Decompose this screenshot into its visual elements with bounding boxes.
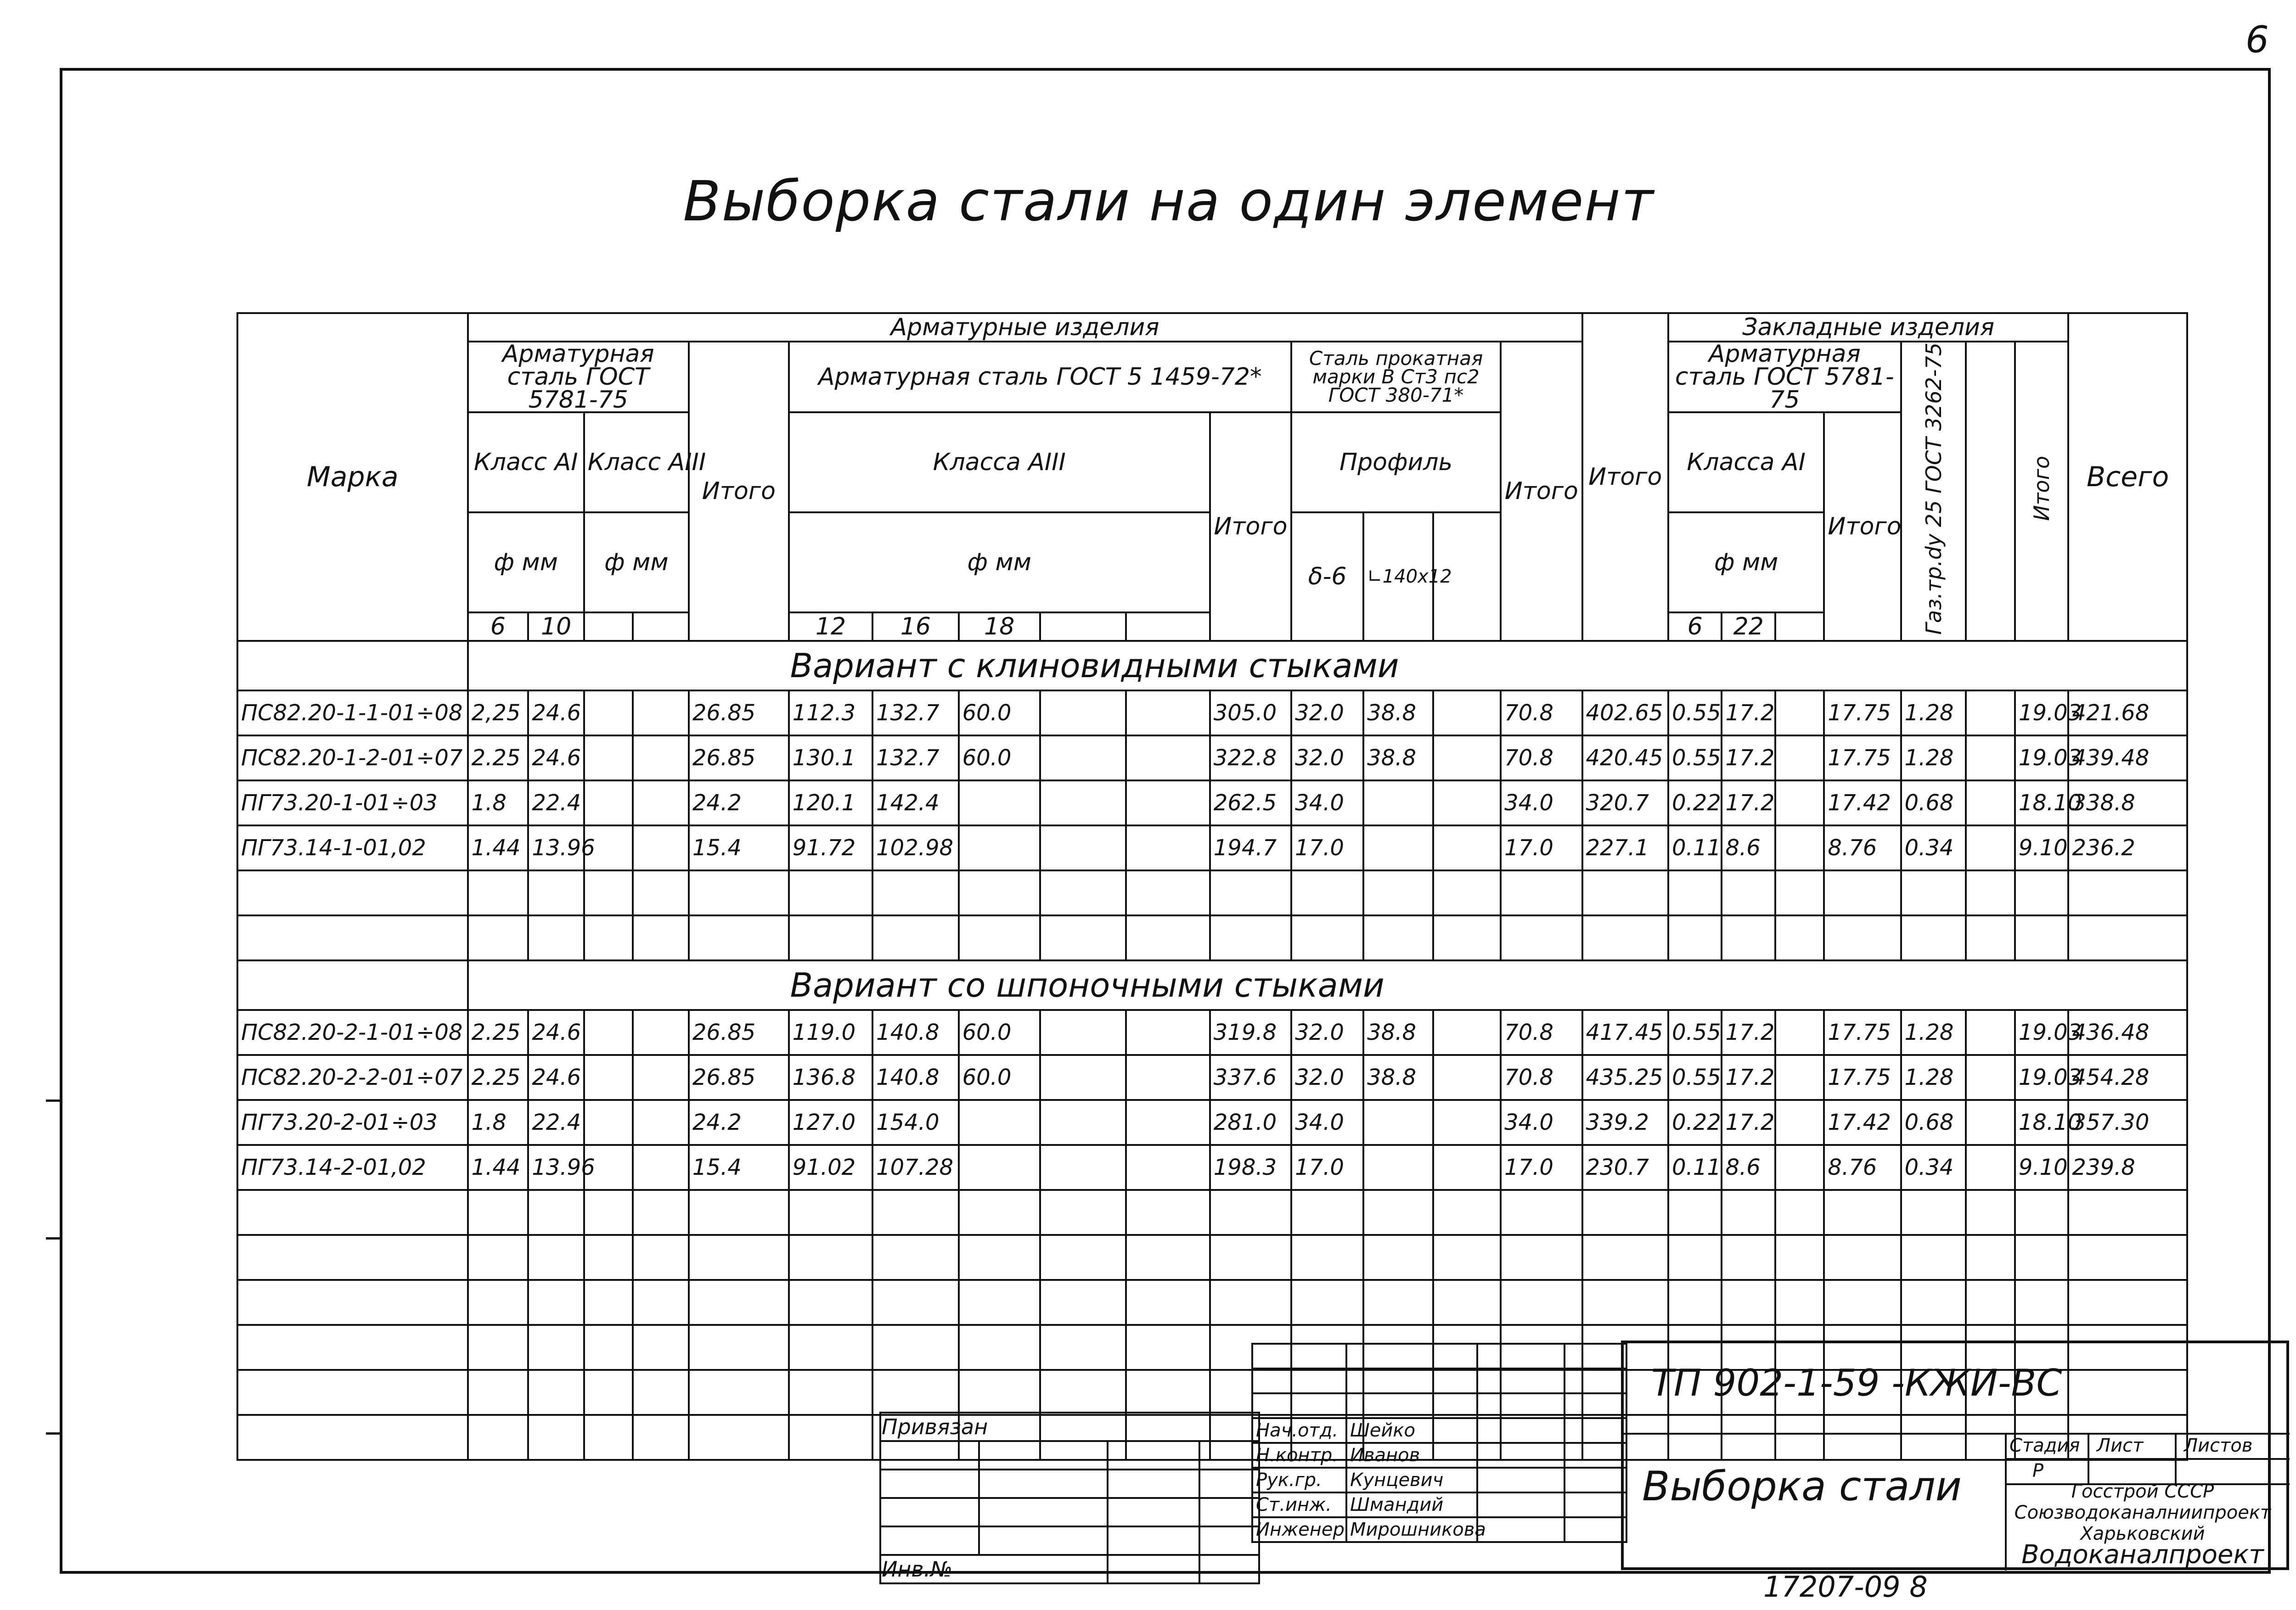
col-itogo-2: Итого [1210,412,1291,641]
cell-value: 1.8 [468,1100,529,1145]
cell-value: 1.44 [468,825,529,870]
cell-value [584,690,633,735]
page-title: Выборка стали на один элемент [683,170,1654,234]
cell-value [633,1010,689,1055]
cell-value: 17.75 [1824,1010,1901,1055]
cell-value: 230.7 [1582,1145,1668,1190]
h-d6: 6 [468,612,529,641]
person-name: Мирошникова [1346,1517,1477,1542]
cell-value: 38.8 [1363,690,1433,735]
group-armatura: Арматурные изделия [468,313,1582,342]
cell-value: 32.0 [1291,735,1363,780]
row-mark: ПС82.20-2-2-01÷07 [237,1055,468,1100]
stage-value: Р [2032,1460,2044,1481]
variant-1-rows [237,690,2187,870]
cell-value: 2,25 [468,690,529,735]
col-itogo-zaklad: Итого [2015,342,2069,641]
row-mark: ПГ73.14-2-01,02 [237,1145,468,1190]
cell-value [1040,1010,1126,1055]
cell-value [1040,1100,1126,1145]
cell-value: 0.68 [1901,1100,1966,1145]
cell-value [1433,1010,1501,1055]
empty-row [237,915,2187,960]
person-name: Шмандий [1346,1492,1477,1517]
cell-value [959,1145,1040,1190]
cell-value: 140.8 [872,1010,958,1055]
h-d10: 10 [528,612,584,641]
cell-value: 17.2 [1722,1055,1775,1100]
cell-value: 420.45 [1582,735,1668,780]
cell-value [1126,780,1210,825]
cell-value [1433,1055,1501,1100]
h-d18: 18 [959,612,1040,641]
cell-value [1775,1010,1824,1055]
cell-value [1126,1100,1210,1145]
table-row [237,1100,2187,1145]
cell-value [1775,1100,1824,1145]
cell-value: 227.1 [1582,825,1668,870]
cell-value: 0.22 [1668,1100,1722,1145]
cell-value: 281.0 [1210,1100,1291,1145]
listov-label: Листов [2184,1435,2253,1456]
cell-value: 24.6 [528,690,584,735]
empty-row [237,870,2187,915]
row-mark: ПГ73.20-2-01÷03 [237,1100,468,1145]
cell-value [1126,1010,1210,1055]
cell-value: 22.4 [528,1100,584,1145]
cell-value: 236.2 [2068,825,2187,870]
table-row [237,690,2187,735]
page-number: 6 [2245,18,2269,61]
col-itogo-prokat: Итого [1501,342,1582,641]
cell-value [633,780,689,825]
cell-value: 338.8 [2068,780,2187,825]
cell-value [584,735,633,780]
cell-value: 454.28 [2068,1055,2187,1100]
cell-value [1966,690,2015,735]
cell-value: 127.0 [789,1100,872,1145]
cell-value [1966,1055,2015,1100]
cell-value: 17.0 [1501,825,1582,870]
cell-value: 2.25 [468,735,529,780]
cell-value [1040,1055,1126,1100]
cell-value: 9.10 [2015,1145,2069,1190]
cell-value: 436.48 [2068,1010,2187,1055]
blank-rows-1 [237,870,2187,960]
row-mark: ПС82.20-1-1-01÷08 [237,690,468,735]
cell-value: 17.75 [1824,1055,1901,1100]
cell-value [1966,1100,2015,1145]
h-z-class: Класса АI [1668,412,1824,512]
cell-value: 130.1 [789,735,872,780]
cell-value: 305.0 [1210,690,1291,735]
cell-value [1126,1145,1210,1190]
signature-row [1252,1443,1626,1468]
cell-value: 337.6 [1210,1055,1291,1100]
cell-value: 38.8 [1363,1010,1433,1055]
cell-value [1126,690,1210,735]
cell-value [1126,1055,1210,1100]
cell-value: 0.55 [1668,690,1722,735]
cell-value: 1.28 [1901,735,1966,780]
inv-label: Инв.№ [880,1555,1108,1583]
cell-value: 0.34 [1901,825,1966,870]
cell-value: 8.6 [1722,1145,1775,1190]
title-block [1621,1341,2289,1570]
signature-cell [1477,1517,1564,1542]
cell-value: 102.98 [872,825,958,870]
variant-2-row [237,960,2187,1010]
cell-value [1775,1055,1824,1100]
cell-value: 60.0 [959,690,1040,735]
cell-value: 0.34 [1901,1145,1966,1190]
cell-value [633,1055,689,1100]
cell-value: 402.65 [1582,690,1668,735]
cell-value: 339.2 [1582,1100,1668,1145]
cell-value: 9.10 [2015,825,2069,870]
cell-value [1040,825,1126,870]
steel-table [236,312,2188,1461]
cell-value: 120.1 [789,780,872,825]
signature-cell [1477,1443,1564,1468]
cell-value: 70.8 [1501,1010,1582,1055]
cell-value [1433,825,1501,870]
cell-value: 0.55 [1668,1055,1722,1100]
cell-value: 0.55 [1668,735,1722,780]
cell-value: 17.75 [1824,690,1901,735]
list-label: Лист [2097,1435,2144,1456]
variant-1-title: Вариант с клиновидными стыками [468,641,2187,690]
col-marka: Марка [237,313,468,641]
role-label: Ст.инж. [1252,1492,1346,1517]
cell-value [1433,690,1501,735]
signature-cell [1477,1468,1564,1492]
cell-value [1363,825,1433,870]
cell-value: 34.0 [1501,780,1582,825]
signature-cell [1477,1492,1564,1517]
h-z6: 6 [1668,612,1722,641]
cell-value: 194.7 [1210,825,1291,870]
cell-value: 34.0 [1501,1100,1582,1145]
cell-value: 26.85 [689,1010,789,1055]
cell-value: 19.03 [2015,1055,2069,1100]
cell-value [1040,1145,1126,1190]
h-arm-stal-2: Арматурная сталь ГОСТ 5 1459-72* [789,342,1291,412]
cell-value: 439.48 [2068,735,2187,780]
cell-value [584,1055,633,1100]
cell-value: 13.96 [528,825,584,870]
cell-value [584,1100,633,1145]
role-label: Рук.гр. [1252,1468,1346,1492]
col-itogo-z: Итого [1824,412,1901,641]
table-row [237,780,2187,825]
row-mark: ПС82.20-1-2-01÷07 [237,735,468,780]
h-arm-stal-1: Арматурная сталь ГОСТ 5781-75 [468,342,689,412]
cell-value: 91.72 [789,825,872,870]
col-vsego: Всего [2068,313,2187,641]
cell-value: 17.2 [1722,690,1775,735]
cell-value: 24.6 [528,1055,584,1100]
variant-2-title: Вариант со шпоночными стыками [468,960,2187,1010]
cell-value: 154.0 [872,1100,958,1145]
cell-value [1126,735,1210,780]
cell-value: 19.03 [2015,735,2069,780]
cell-value: 0.22 [1668,780,1722,825]
variant-1-row [237,641,2187,690]
cell-value: 17.75 [1824,735,1901,780]
signature-row [1252,1517,1626,1542]
cell-value: 17.2 [1722,1100,1775,1145]
cell-value [1040,780,1126,825]
cell-value: 17.0 [1291,1145,1363,1190]
cell-value [584,1010,633,1055]
h-z-empty [1966,342,2015,641]
cell-value: 22.4 [528,780,584,825]
empty-row [237,1190,2187,1235]
signature-cell [1477,1418,1564,1443]
col-itogo-arm: Итого [1582,313,1668,641]
h-z-arm: Арматурная сталь ГОСТ 5781-75 [1668,342,1901,412]
row-mark: ПС82.20-2-1-01÷08 [237,1010,468,1055]
cell-value: 319.8 [1210,1010,1291,1055]
person-name: Кунцевич [1346,1468,1477,1492]
cell-value: 140.8 [872,1055,958,1100]
cell-value: 0.11 [1668,825,1722,870]
h-class-a3-big: Класса АIII [789,412,1210,512]
cell-value: 15.4 [689,1145,789,1190]
cell-value [959,780,1040,825]
project-code: ТП 902-1-59 -КЖИ-ВС [1651,1362,2062,1404]
cell-value: 1.28 [1901,1010,1966,1055]
cell-value [584,780,633,825]
cell-value: 435.25 [1582,1055,1668,1100]
signature-table [1251,1343,1627,1543]
cell-value [1966,1010,2015,1055]
cell-value [1433,1145,1501,1190]
cell-value [1775,1145,1824,1190]
cell-value [1966,825,2015,870]
cell-value: 417.45 [1582,1010,1668,1055]
cell-value [959,1100,1040,1145]
cell-value: 32.0 [1291,1010,1363,1055]
empty-row [237,1235,2187,1280]
variant-2-rows [237,1010,2187,1190]
cell-value: 24.2 [689,780,789,825]
role-label: Инженер [1252,1517,1346,1542]
header-row-1 [237,313,2187,342]
h-angle: ∟140x12 [1363,512,1433,641]
cell-value [1040,690,1126,735]
cell-value: 91.02 [789,1145,872,1190]
cell-value: 26.85 [689,735,789,780]
table-row [237,1010,2187,1055]
table-row [237,735,2187,780]
signature-row [1252,1492,1626,1517]
cell-value: 24.2 [689,1100,789,1145]
cell-value: 15.4 [689,825,789,870]
role-label: Нач.отд. [1252,1418,1346,1443]
cell-value [1363,780,1433,825]
person-name: Иванов [1346,1443,1477,1468]
h-delta: δ-6 [1291,512,1363,641]
cell-value: 320.7 [1582,780,1668,825]
cell-value: 34.0 [1291,780,1363,825]
h-phi-2: ф мм [584,512,689,612]
cell-value [1775,825,1824,870]
table-row [237,1145,2187,1190]
sheet-title: Выборка стали [1642,1463,1962,1510]
cell-value [1775,780,1824,825]
cell-value: 17.0 [1291,825,1363,870]
h-d12: 12 [789,612,872,641]
signature-row [1252,1468,1626,1492]
cell-value [1775,735,1824,780]
cell-value [1126,825,1210,870]
cell-value [1966,735,2015,780]
cell-value: 60.0 [959,735,1040,780]
cell-value [633,825,689,870]
cell-value [1433,1100,1501,1145]
cell-value [633,1100,689,1145]
organization: Госстрой СССР Союзводоканалниипроект Харьковский Водоканалпроект [2014,1481,2271,1570]
h-class-a3: Класс АIII [584,412,689,512]
cell-value: 70.8 [1501,1055,1582,1100]
cell-value: 26.85 [689,690,789,735]
cell-value: 32.0 [1291,690,1363,735]
cell-value: 142.4 [872,780,958,825]
cell-value: 17.2 [1722,735,1775,780]
cell-value: 239.8 [2068,1145,2187,1190]
cell-value: 60.0 [959,1010,1040,1055]
cell-value: 136.8 [789,1055,872,1100]
cell-value: 1.8 [468,780,529,825]
cell-value: 17.42 [1824,1100,1901,1145]
cell-value: 26.85 [689,1055,789,1100]
cell-value: 24.6 [528,735,584,780]
cell-value: 262.5 [1210,780,1291,825]
cell-value: 357.30 [2068,1100,2187,1145]
cell-value: 8.76 [1824,825,1901,870]
cell-value: 421.68 [2068,690,2187,735]
cell-value: 70.8 [1501,735,1582,780]
cell-value: 1.28 [1901,1055,1966,1100]
cell-value: 112.3 [789,690,872,735]
cell-value: 0.55 [1668,1010,1722,1055]
h-d16: 16 [872,612,958,641]
h-phi-4: ф мм [1668,512,1824,612]
cell-value: 18.10 [2015,1100,2069,1145]
h-prokat: Сталь прокатная марки В Ст3 пс2 ГОСТ 380-71* [1291,342,1501,412]
cell-value [633,690,689,735]
empty-row [237,1280,2187,1325]
col-itogo-1: Итого [689,342,789,641]
cell-value: 32.0 [1291,1055,1363,1100]
h-profil: Профиль [1291,412,1501,512]
cell-value: 0.11 [1668,1145,1722,1190]
cell-value: 70.8 [1501,690,1582,735]
cell-value [1966,780,2015,825]
cell-value: 198.3 [1210,1145,1291,1190]
cell-value: 13.96 [528,1145,584,1190]
privyazan-label: Привязан [880,1413,1259,1441]
cell-value: 119.0 [789,1010,872,1055]
signature-row [1252,1418,1626,1443]
cell-value: 107.28 [872,1145,958,1190]
cell-value: 2.25 [468,1055,529,1100]
cell-value [959,825,1040,870]
cell-value: 17.0 [1501,1145,1582,1190]
cell-value: 19.03 [2015,690,2069,735]
h-z22: 22 [1722,612,1775,641]
cell-value [1433,735,1501,780]
cell-value [1040,735,1126,780]
binding-stamp [879,1412,1260,1584]
cell-value [1363,1145,1433,1190]
cell-value: 34.0 [1291,1100,1363,1145]
h-class-a1: Класс АI [468,412,584,512]
cell-value [1363,1100,1433,1145]
cell-value [633,1145,689,1190]
cell-value [1775,690,1824,735]
cell-value: 24.6 [528,1010,584,1055]
h-phi-3: ф мм [789,512,1210,612]
table-row [237,1055,2187,1100]
person-name: Шейко [1346,1418,1477,1443]
cell-value: 2.25 [468,1010,529,1055]
cell-value: 1.28 [1901,690,1966,735]
h-phi-1: ф мм [468,512,584,612]
h-gaz: Газ.тр.dy 25 ГОСТ 3262-75 [1901,342,1966,641]
role-label: Н.контр. [1252,1443,1346,1468]
cell-value: 19.03 [2015,1010,2069,1055]
stadiya-label: Стадия [2009,1435,2080,1456]
archive-number: 17207-09 8 [1763,1570,1928,1604]
header-row-class [237,412,2187,512]
group-zaklad: Закладные изделия [1668,313,2068,342]
cell-value: 17.42 [1824,780,1901,825]
cell-value: 132.7 [872,690,958,735]
cell-value: 38.8 [1363,1055,1433,1100]
cell-value [1433,780,1501,825]
cell-value: 18.10 [2015,780,2069,825]
cell-value: 17.2 [1722,780,1775,825]
signature-rows [1252,1418,1626,1542]
cell-value: 60.0 [959,1055,1040,1100]
cell-value: 132.7 [872,735,958,780]
cell-value: 8.76 [1824,1145,1901,1190]
cell-value: 8.6 [1722,825,1775,870]
cell-value: 322.8 [1210,735,1291,780]
cell-value: 38.8 [1363,735,1433,780]
table-row [237,825,2187,870]
row-mark: ПГ73.20-1-01÷03 [237,780,468,825]
cell-value [1966,1145,2015,1190]
cell-value: 0.68 [1901,780,1966,825]
cell-value: 17.2 [1722,1010,1775,1055]
cell-value: 1.44 [468,1145,529,1190]
row-mark: ПГ73.14-1-01,02 [237,825,468,870]
cell-value [633,735,689,780]
